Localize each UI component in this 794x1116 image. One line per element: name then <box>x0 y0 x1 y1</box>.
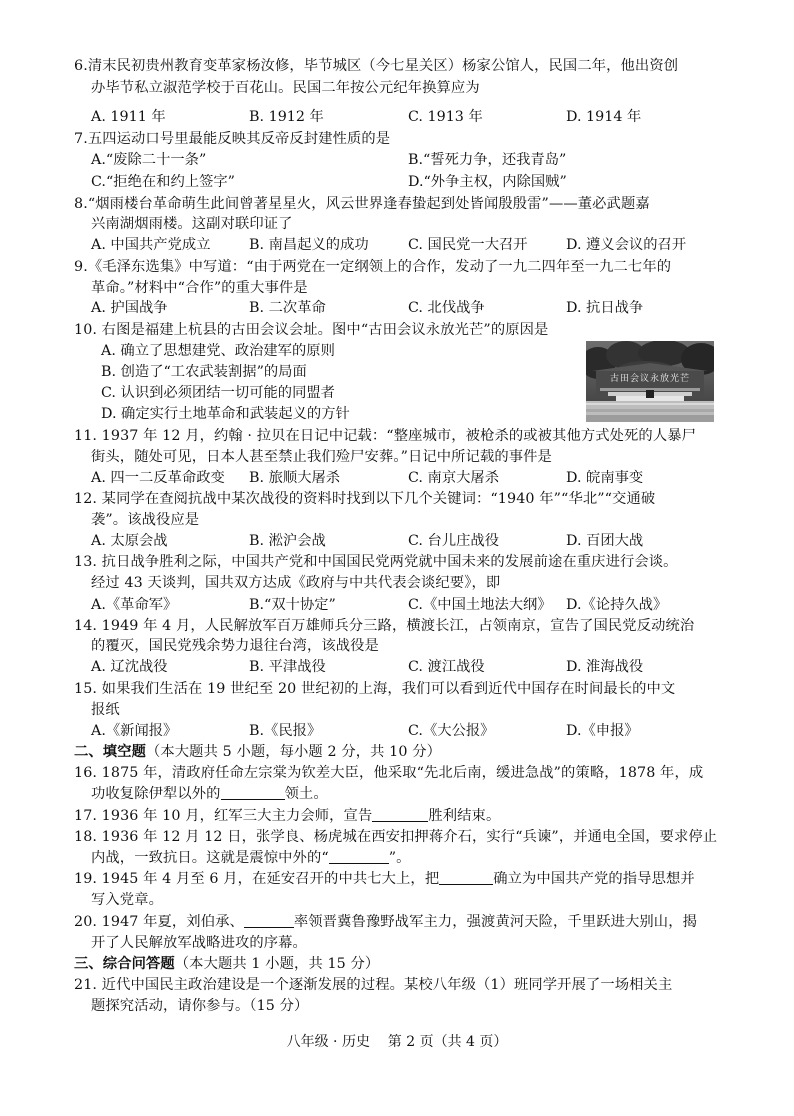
question-20-text-a: 20. 1947 年夏，刘伯承、 <box>74 914 244 930</box>
question-11-line-1: 11. 1937 年 12 月，约翰 · 拉贝在日记中记载：“整座城市，被枪杀的或被其他方式处死的人暴尸 <box>74 428 697 444</box>
question-13-line-1: 13. 抗日战争胜利之际，中国共产党和中国国民党两党就中国未来的发展前途在重庆进行会谈。 <box>74 554 678 570</box>
option-c: C. 渡江战役 <box>408 659 485 675</box>
option-d: D. 百团大战 <box>566 533 644 549</box>
question-19-line-1 <box>74 869 695 890</box>
answer-blank-18[interactable] <box>329 848 389 864</box>
option-d: D.“外争主权，内除国贼” <box>408 174 567 190</box>
option-d: D. 皖南事变 <box>566 470 644 486</box>
question-18-line-1: 18. 1936 年 12 月 12 日，张学良、杨虎城在西安扣押蒋介石，实行“兵谏”，并通电全国，要求停止 <box>74 829 718 845</box>
section-3-heading <box>74 954 379 975</box>
option-c: C. 台儿庄战役 <box>408 533 500 549</box>
photo-slogan: 古田会议永放光芒 <box>609 374 690 384</box>
question-20-line-1 <box>74 912 697 933</box>
option-a: A.《新闻报》 <box>91 723 178 739</box>
option-c: C. 1913 年 <box>408 109 483 125</box>
question-16-line-2 <box>91 784 328 805</box>
question-8-line-2: 兴南湖烟雨楼。这副对联印证了 <box>91 216 293 232</box>
option-b: B.“双十协定” <box>249 597 336 613</box>
question-16-line-1: 16. 1875 年，清政府任命左宗棠为钦差大臣，他采取“先北后南，缓进急战”的策略，1878 年，成 <box>74 765 704 781</box>
option-b: B. 旅顺大屠杀 <box>249 470 341 486</box>
option-b: B. 1912 年 <box>249 109 324 125</box>
question-19-text-a: 19. 1945 年 4 月至 6 月，在延安召开的中共七大上，把 <box>74 871 440 887</box>
question-16-text-a: 功收复除伊犁以外的 <box>91 786 221 802</box>
question-13-line-2: 经过 43 天谈判，国共双方达成《政府与中共代表会谈纪要》，即 <box>91 575 501 591</box>
option-a: A. 四一二反革命政变 <box>91 470 225 486</box>
question-9-line-1: 9.《毛泽东选集》中写道：“由于两党在一定纲领上的合作，发动了一九二四年至一九二七年的 <box>74 259 672 275</box>
question-15-line-2: 报纸 <box>91 702 120 718</box>
question-21-line-1: 21. 近代中国民主政治建设是一个逐渐发展的过程。某校八年级（1）班同学开展了一场相关主 <box>74 977 673 993</box>
question-8-line-1: 8.“烟雨楼台革命萌生此间曾著星星火，风云世界逢春蛰起到处皆闻殷殷雷”——董必武题嘉 <box>74 196 650 212</box>
option-d: D.《申报》 <box>566 723 639 739</box>
option-c: C. 南京大屠杀 <box>408 470 500 486</box>
question-18-text-b: ”。 <box>388 850 411 866</box>
option-c: C. 认识到必须团结一切可能的同盟者 <box>101 385 335 401</box>
option-a: A. 中国共产党成立 <box>91 237 211 253</box>
question-15-line-1: 15. 如果我们生活在 19 世纪至 20 世纪初的上海，我们可以看到近代中国存在时间最长的中文 <box>74 681 676 697</box>
section-3-description: （本大题共 1 小题，共 15 分） <box>174 956 380 972</box>
answer-blank-16[interactable] <box>221 784 285 800</box>
section-3-title: 三、综合问答题 <box>74 956 175 972</box>
question-10-line-1: 10. 右图是福建上杭县的古田会议会址。图中“古田会议永放光芒”的原因是 <box>74 322 549 338</box>
option-c: C.《大公报》 <box>408 723 495 739</box>
gutian-meeting-site-photo <box>586 341 714 422</box>
answer-blank-17[interactable] <box>372 806 428 822</box>
option-c: C.《中国土地法大纲》 <box>408 597 552 613</box>
question-7-line-1: 7.五四运动口号里最能反映其反帝反封建性质的是 <box>74 131 391 147</box>
option-d: D. 淮海战役 <box>566 659 644 675</box>
question-12-line-2: 袭”。该战役应是 <box>91 512 200 528</box>
section-2-description: （本大题共 5 小题，每小题 2 分，共 10 分） <box>145 744 441 760</box>
section-2-title: 二、填空题 <box>74 744 146 760</box>
option-c: C. 国民党一大召开 <box>408 237 528 253</box>
option-b: B. 南昌起义的成功 <box>249 237 369 253</box>
section-2-heading <box>74 742 441 763</box>
option-d: D. 确定实行土地革命和武装起义的方针 <box>101 406 350 422</box>
question-17-text-a: 17. 1936 年 10 月，红军三大主力会师，宣告 <box>74 808 373 824</box>
option-b: B.《民报》 <box>249 723 322 739</box>
option-b: B. 二次革命 <box>249 300 326 316</box>
question-20-text-b: 率领晋冀鲁豫野战军主力，强渡黄河天险，千里跃进大别山，揭 <box>293 914 697 930</box>
page-footer: 八年级 · 历史 第 2 页（共 4 页） <box>286 1034 508 1050</box>
option-b: B. 淞沪会战 <box>249 533 326 549</box>
question-17-text-b: 胜利结束。 <box>428 808 501 824</box>
option-a: A. 1911 年 <box>91 109 166 125</box>
option-c: C.“拒绝在和约上签字” <box>91 174 235 190</box>
question-16-text-b: 领土。 <box>284 786 328 802</box>
option-a: A.“废除二十一条” <box>91 152 207 168</box>
option-d: D.《论持久战》 <box>566 597 668 613</box>
question-18-line-2 <box>91 848 411 869</box>
option-a: A. 太原会战 <box>91 533 168 549</box>
question-17-line-1 <box>74 806 500 827</box>
option-d: D. 1914 年 <box>566 109 642 125</box>
question-6-line-1: 6.清末民初贵州教育变革家杨汝修，毕节城区（今七星关区）杨家公馆人，民国二年，他出资创 <box>74 58 679 74</box>
question-6-line-2: 办毕节私立淑范学校于百花山。民国二年按公元纪年换算应为 <box>91 80 480 96</box>
option-d: D. 遵义会议的召开 <box>566 237 687 253</box>
question-19-line-2: 写入党章。 <box>91 892 163 908</box>
option-a: A. 护国战争 <box>91 300 168 316</box>
question-14-line-2: 的覆灭，国民党残余势力退往台湾，该战役是 <box>91 638 379 654</box>
option-b: B. 平津战役 <box>249 659 326 675</box>
option-a: A.《革命军》 <box>91 597 178 613</box>
option-a: A. 确立了思想建党、政治建军的原则 <box>101 343 335 359</box>
option-b: B. 创造了“工农武装割据”的局面 <box>101 364 307 380</box>
question-19-text-b: 确立为中国共产党的指导思想并 <box>493 871 695 887</box>
question-21-line-2: 题探究活动，请你参与。（15 分） <box>91 998 309 1014</box>
question-12-line-1: 12. 某同学在查阅抗战中某次战役的资料时找到以下几个关键词：“1940 年”“华北”“交通破 <box>74 491 656 507</box>
question-11-line-2: 街头，随处可见，日本人甚至禁止我们殓尸安葬。”日记中所记载的事件是 <box>91 449 552 465</box>
question-18-text-a: 内战，一致抗日。这就是震惊中外的“ <box>91 850 329 866</box>
option-d: D. 抗日战争 <box>566 300 644 316</box>
question-14-line-1: 14. 1949 年 4 月，人民解放军百万雄师兵分三路，横渡长江，占领南京，宣告了国民党反动统治 <box>74 618 695 634</box>
option-c: C. 北伐战争 <box>408 300 485 316</box>
answer-blank-20[interactable] <box>244 912 294 928</box>
question-9-line-2: 革命。”材料中“合作”的重大事件是 <box>91 280 308 296</box>
answer-blank-19[interactable] <box>439 869 493 885</box>
option-b: B.“誓死力争，还我青岛” <box>408 152 567 168</box>
option-a: A. 辽沈战役 <box>91 659 168 675</box>
question-20-line-2: 开了人民解放军战略进攻的序幕。 <box>91 935 307 951</box>
